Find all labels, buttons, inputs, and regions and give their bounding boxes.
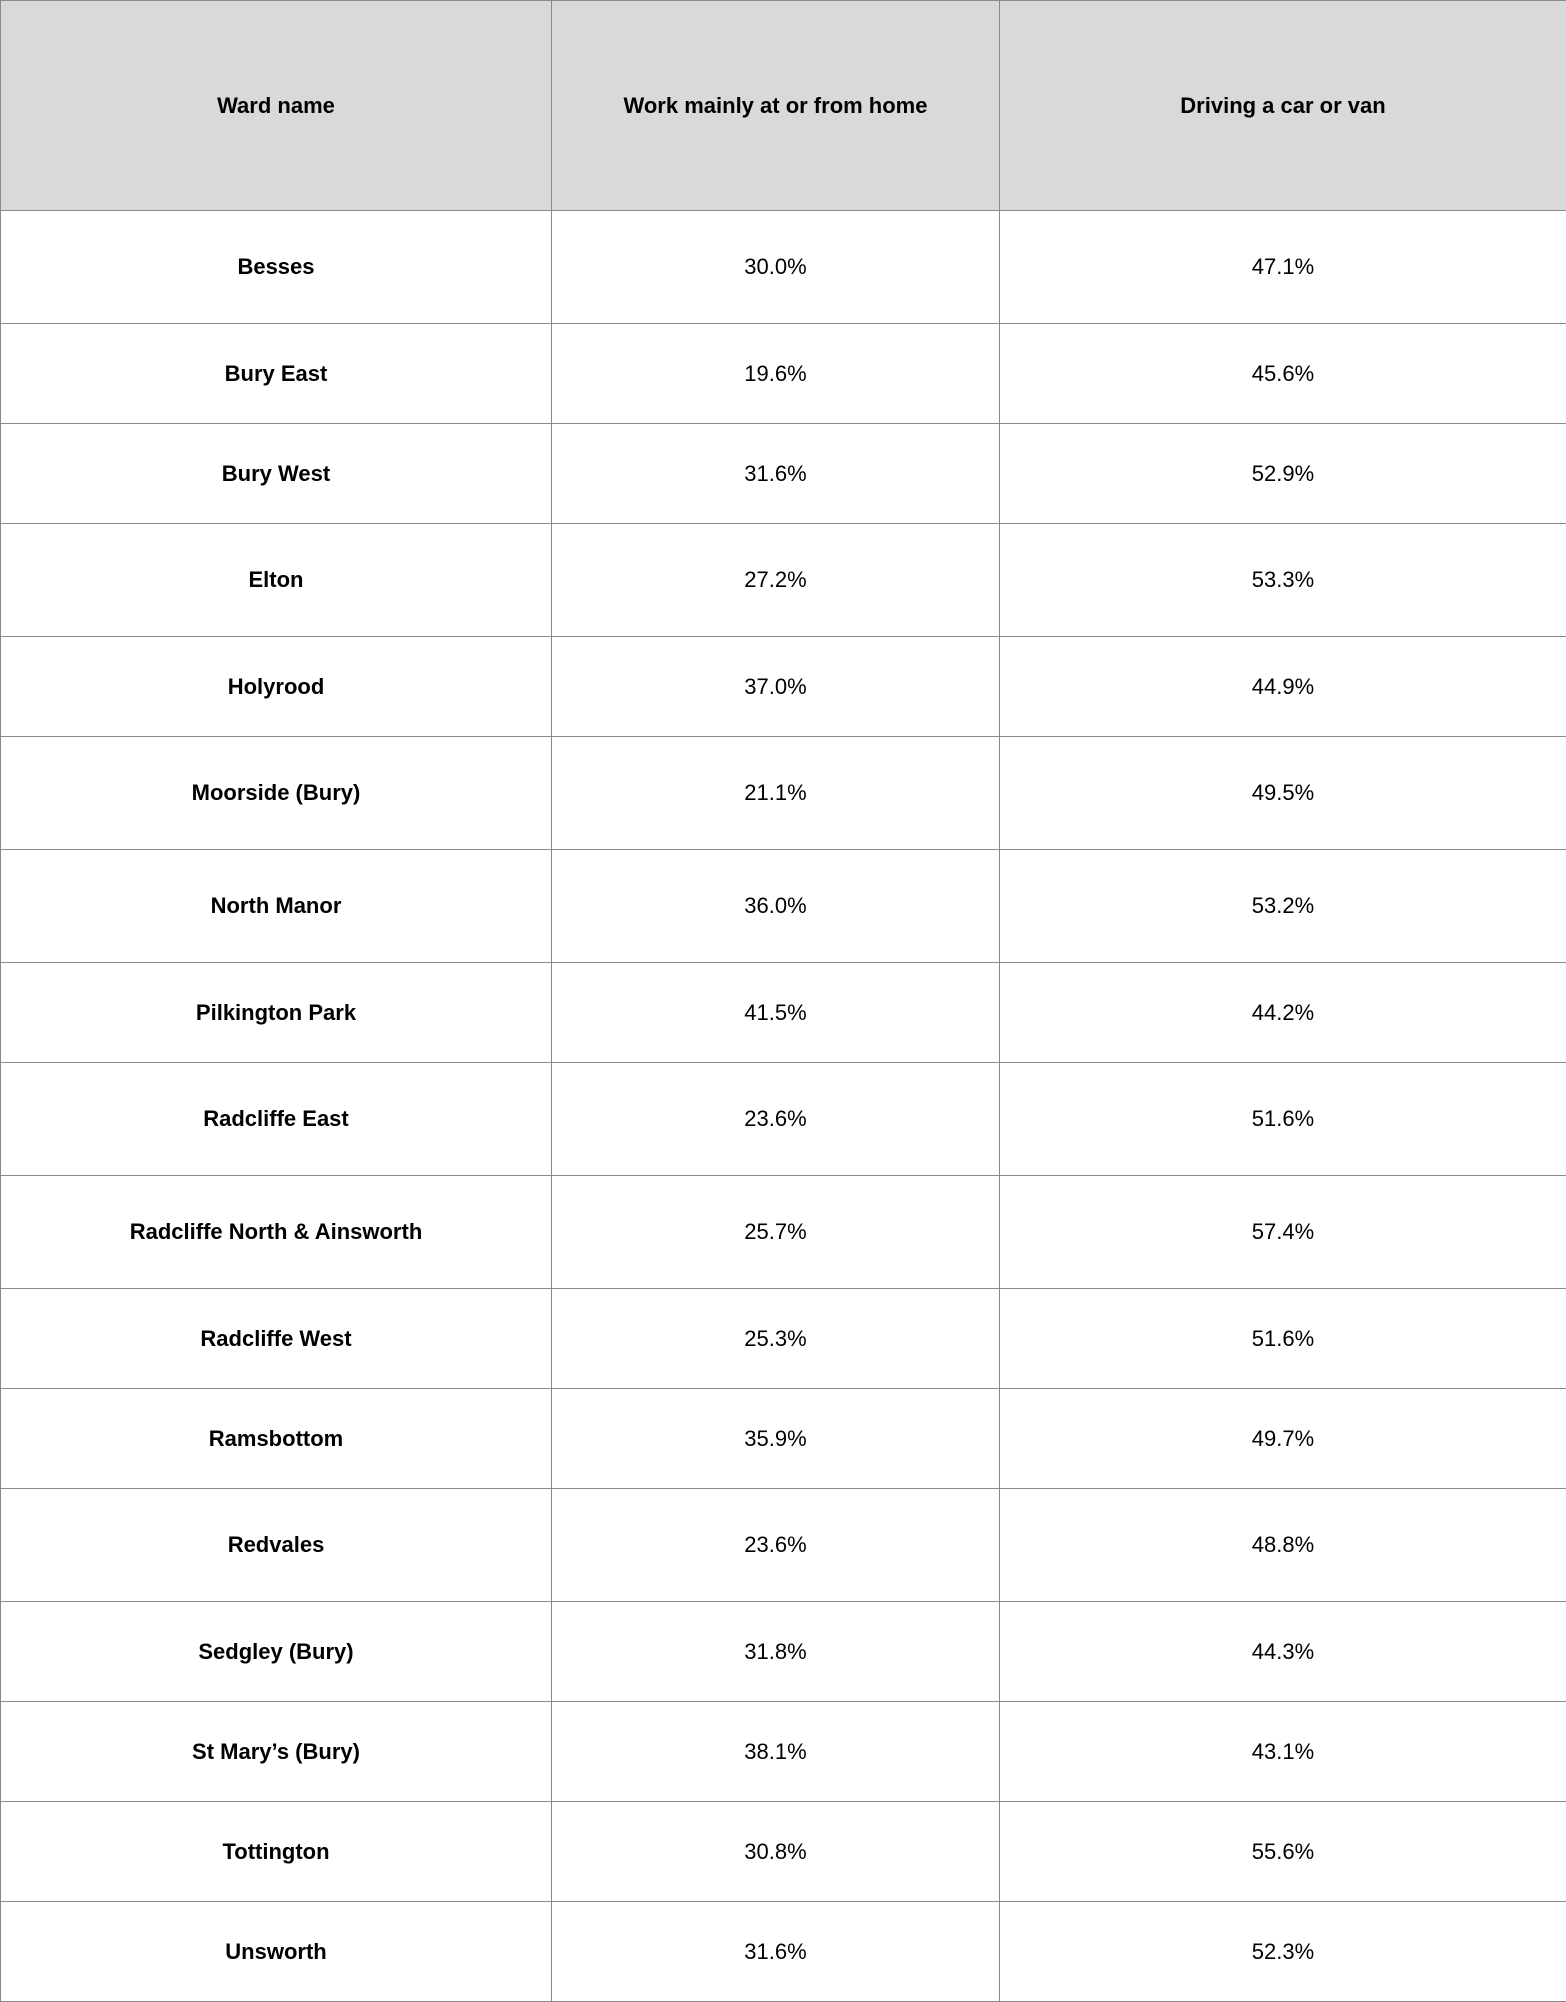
table-row [1, 1389, 1566, 1489]
driving-cell: 51.6% [1000, 1289, 1566, 1389]
driving-cell: 45.6% [1000, 324, 1566, 424]
ward-name-cell: Bury East [1, 324, 552, 424]
ward-name-cell: Radcliffe East [1, 1063, 552, 1176]
driving-cell: 44.2% [1000, 963, 1566, 1063]
work-from-home-cell: 23.6% [552, 1063, 1000, 1176]
table-row [1, 1602, 1566, 1702]
work-from-home-cell: 36.0% [552, 850, 1000, 963]
work-from-home-cell: 25.7% [552, 1176, 1000, 1289]
work-from-home-cell: 23.6% [552, 1489, 1000, 1602]
ward-name-cell: Elton [1, 524, 552, 637]
table-row [1, 1063, 1566, 1176]
driving-cell: 55.6% [1000, 1802, 1566, 1902]
ward-name-cell: Besses [1, 211, 552, 324]
driving-cell: 53.2% [1000, 850, 1566, 963]
ward-name-cell: Radcliffe North & Ainsworth [1, 1176, 552, 1289]
driving-cell: 52.9% [1000, 424, 1566, 524]
table-row [1, 637, 1566, 737]
driving-cell: 57.4% [1000, 1176, 1566, 1289]
table-row [1, 211, 1566, 324]
table-row [1, 963, 1566, 1063]
work-from-home-cell: 30.0% [552, 211, 1000, 324]
table-row [1, 424, 1566, 524]
ward-name-cell: Ramsbottom [1, 1389, 552, 1489]
work-from-home-cell: 27.2% [552, 524, 1000, 637]
ward-name-cell: Pilkington Park [1, 963, 552, 1063]
ward-name-cell: St Mary’s (Bury) [1, 1702, 552, 1802]
table-row [1, 850, 1566, 963]
driving-cell: 49.5% [1000, 737, 1566, 850]
table-row [1, 1802, 1566, 1902]
table-body [1, 211, 1566, 2002]
header-work-from-home: Work mainly at or from home [552, 1, 1000, 211]
table-row [1, 737, 1566, 850]
work-from-home-cell: 21.1% [552, 737, 1000, 850]
ward-name-cell: Tottington [1, 1802, 552, 1902]
driving-cell: 49.7% [1000, 1389, 1566, 1489]
table-row [1, 1702, 1566, 1802]
table-row [1, 1176, 1566, 1289]
table-row [1, 1289, 1566, 1389]
ward-name-cell: Redvales [1, 1489, 552, 1602]
table-row [1, 1902, 1566, 2002]
ward-name-cell: Unsworth [1, 1902, 552, 2002]
driving-cell: 52.3% [1000, 1902, 1566, 2002]
work-from-home-cell: 25.3% [552, 1289, 1000, 1389]
table-row [1, 324, 1566, 424]
header-ward-name: Ward name [1, 1, 552, 211]
ward-name-cell: Sedgley (Bury) [1, 1602, 552, 1702]
ward-name-cell: Radcliffe West [1, 1289, 552, 1389]
ward-name-cell: Holyrood [1, 637, 552, 737]
driving-cell: 44.9% [1000, 637, 1566, 737]
work-from-home-cell: 31.6% [552, 1902, 1000, 2002]
ward-name-cell: North Manor [1, 850, 552, 963]
work-from-home-cell: 41.5% [552, 963, 1000, 1063]
ward-name-cell: Moorside (Bury) [1, 737, 552, 850]
work-from-home-cell: 31.8% [552, 1602, 1000, 1702]
table-row [1, 524, 1566, 637]
work-from-home-cell: 38.1% [552, 1702, 1000, 1802]
table-header-row [1, 1, 1566, 211]
driving-cell: 44.3% [1000, 1602, 1566, 1702]
work-from-home-cell: 19.6% [552, 324, 1000, 424]
driving-cell: 53.3% [1000, 524, 1566, 637]
driving-cell: 43.1% [1000, 1702, 1566, 1802]
table-row [1, 1489, 1566, 1602]
driving-cell: 51.6% [1000, 1063, 1566, 1176]
driving-cell: 47.1% [1000, 211, 1566, 324]
driving-cell: 48.8% [1000, 1489, 1566, 1602]
work-from-home-cell: 35.9% [552, 1389, 1000, 1489]
work-from-home-cell: 31.6% [552, 424, 1000, 524]
header-driving: Driving a car or van [1000, 1, 1566, 211]
work-from-home-cell: 30.8% [552, 1802, 1000, 1902]
work-from-home-cell: 37.0% [552, 637, 1000, 737]
ward-name-cell: Bury West [1, 424, 552, 524]
